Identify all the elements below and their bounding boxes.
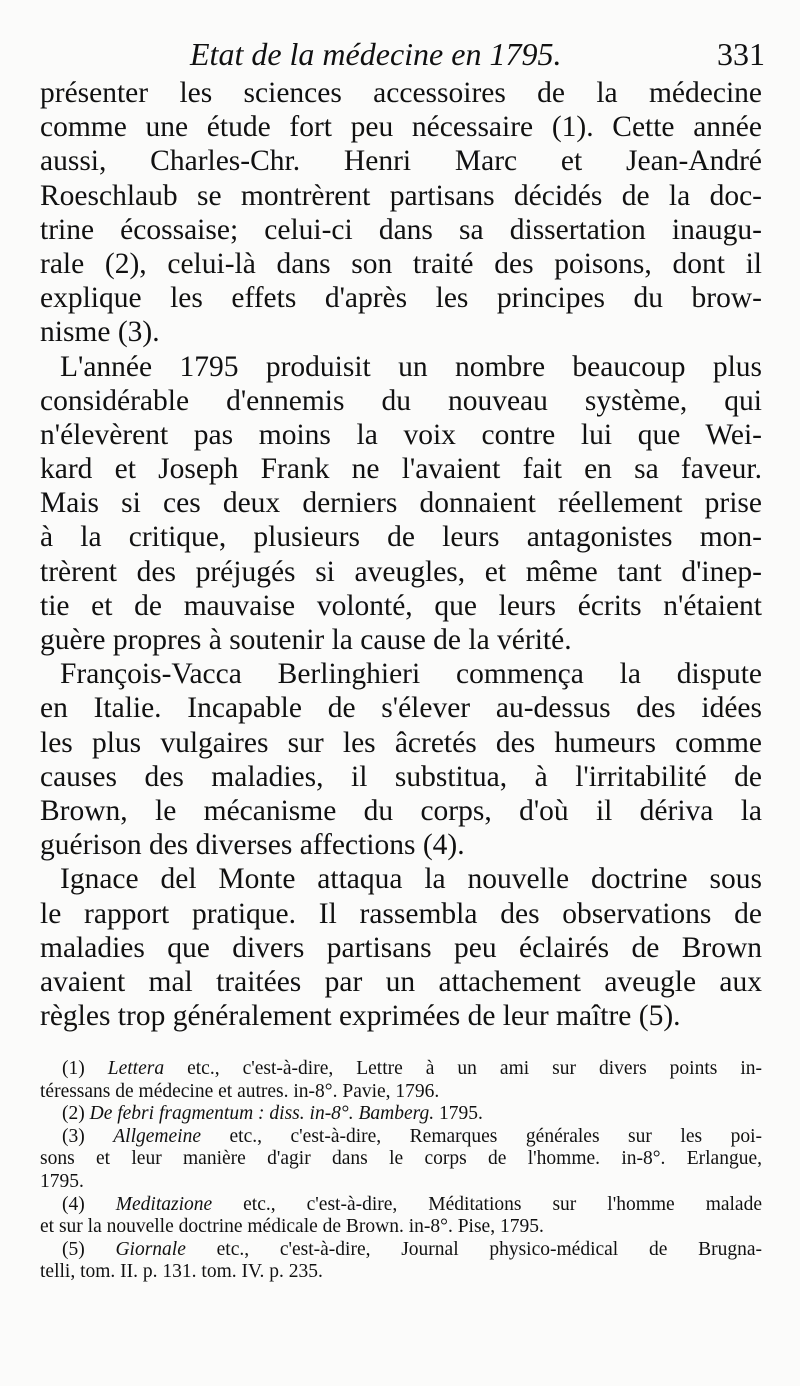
text-line: considérable d'ennemis du nouveau système, qui	[40, 384, 762, 417]
footnote-line	[40, 1261, 762, 1284]
footnote-text: telli, tom. II. p. 131. tom. IV. p. 235.	[40, 1261, 323, 1283]
footnote-line	[40, 1194, 762, 1217]
text-line: en Italie. Incapable de s'élever au-dessus des idées	[40, 692, 762, 725]
text-line: causes des maladies, il substitua, à l'irritabilité de	[40, 760, 762, 793]
footnote-text: (2)	[62, 1103, 90, 1125]
footnote-title-italic: Giornale	[115, 1238, 186, 1260]
text-line: présenter les sciences accessoires de la médecine	[40, 77, 762, 109]
text-line: comme une étude fort peu nécessaire (1). Cette année	[40, 111, 762, 144]
footnote-line	[40, 1081, 762, 1104]
text-line: les plus vulgaires sur les âcretés des humeurs comme	[40, 726, 762, 759]
text-line: explique les effets d'après les principes du brow-	[40, 282, 762, 315]
footnote-line	[40, 1058, 762, 1081]
main-text	[40, 76, 762, 1033]
footnote-title-italic: Meditazione	[115, 1193, 213, 1215]
text-line: François-Vacca Berlinghieri commença la dispute	[60, 658, 762, 691]
text-line: rale (2), celui-là dans son traité des poisons, dont il	[40, 247, 762, 280]
footnote-line	[40, 1171, 762, 1194]
footnote-text: (5)	[62, 1238, 116, 1260]
footnote-text: et sur la nouvelle doctrine médicale de Brown. in-8°. Pise, 1795.	[40, 1216, 544, 1238]
text-line: n'élevèrent pas moins la voix contre lui que Wei-	[40, 418, 762, 451]
footnote-text: (1)	[62, 1058, 108, 1079]
text-line: kard et Joseph Frank ne l'avaient fait en sa faveur.	[40, 453, 762, 486]
text-line: Ignace del Monte attaqua la nouvelle doctrine sous	[60, 863, 762, 896]
running-title: Etat de la médecine en 1795.	[190, 36, 562, 72]
footnote-text: 1795.	[40, 1170, 84, 1192]
page-header	[40, 34, 765, 74]
footnote-line	[40, 1126, 762, 1149]
footnote-line	[40, 1148, 762, 1171]
text-line: L'année 1795 produisit un nombre beaucoup plus	[60, 350, 762, 383]
footnote-text: etc., c'est-à-dire, Lettre à un ami sur divers points in-	[164, 1058, 762, 1079]
footnote-text: (4)	[62, 1193, 116, 1215]
text-line: règles trop généralement exprimées de leur maître (5).	[40, 1000, 681, 1033]
text-line: nisme (3).	[40, 316, 160, 349]
text-line: le rapport pratique. Il rassembla des observations de	[40, 897, 762, 930]
footnote-title-italic: Allgemeine	[113, 1125, 201, 1147]
text-line: Brown, le mécanisme du corps, d'où il dériva la	[40, 794, 762, 827]
text-line: guère propres à soutenir la cause de la vérité.	[40, 624, 572, 656]
footnote-line	[40, 1239, 762, 1262]
footnote-text: 1795.	[434, 1103, 483, 1125]
footnote-line	[40, 1216, 762, 1239]
text-line: avaient mal traitées par un attachement aveugle aux	[40, 965, 762, 998]
text-line: trine écossaise; celui-ci dans sa dissertation inaugu-	[40, 213, 762, 246]
footnote-title-italic: De febri fragmentum : diss. in-8°. Bamberg.	[89, 1103, 435, 1125]
text-line: à la critique, plusieurs de leurs antagonistes mon-	[40, 521, 762, 554]
footnote-text: sons et leur manière d'agir dans le corps de l'homme. in-8°. Erlangue,	[40, 1148, 762, 1170]
text-line: guérison des diverses affections (4).	[40, 829, 465, 862]
footnotes	[40, 1058, 762, 1284]
page-number: 331	[717, 36, 765, 72]
footnote-title-italic: Lettera	[107, 1058, 165, 1079]
footnote-text: (3)	[62, 1125, 114, 1147]
footnote-text: téressans de médecine et autres. in-8°. Pavie, 1796.	[40, 1080, 440, 1102]
text-line: Mais si ces deux derniers donnaient réellement prise	[40, 487, 762, 520]
text-line: Roeschlaub se montrèrent partisans décidés de la doc-	[40, 179, 762, 212]
footnote-line	[40, 1103, 762, 1126]
footnote-text: etc., c'est-à-dire, Remarques générales sur les poi-	[200, 1125, 762, 1147]
text-line: aussi, Charles-Chr. Henri Marc et Jean-André	[40, 145, 762, 178]
text-line: tie et de mauvaise volonté, que leurs écrits n'étaient	[40, 589, 762, 622]
text-line: maladies que divers partisans peu éclairés de Brown	[40, 931, 762, 964]
footnote-text: etc., c'est-à-dire, Journal physico-médical de Brugna-	[185, 1238, 762, 1260]
footnote-text: etc., c'est-à-dire, Méditations sur l'homme malade	[212, 1193, 762, 1215]
text-line: trèrent des préjugés si aveugles, et même tant d'inep-	[40, 555, 762, 588]
